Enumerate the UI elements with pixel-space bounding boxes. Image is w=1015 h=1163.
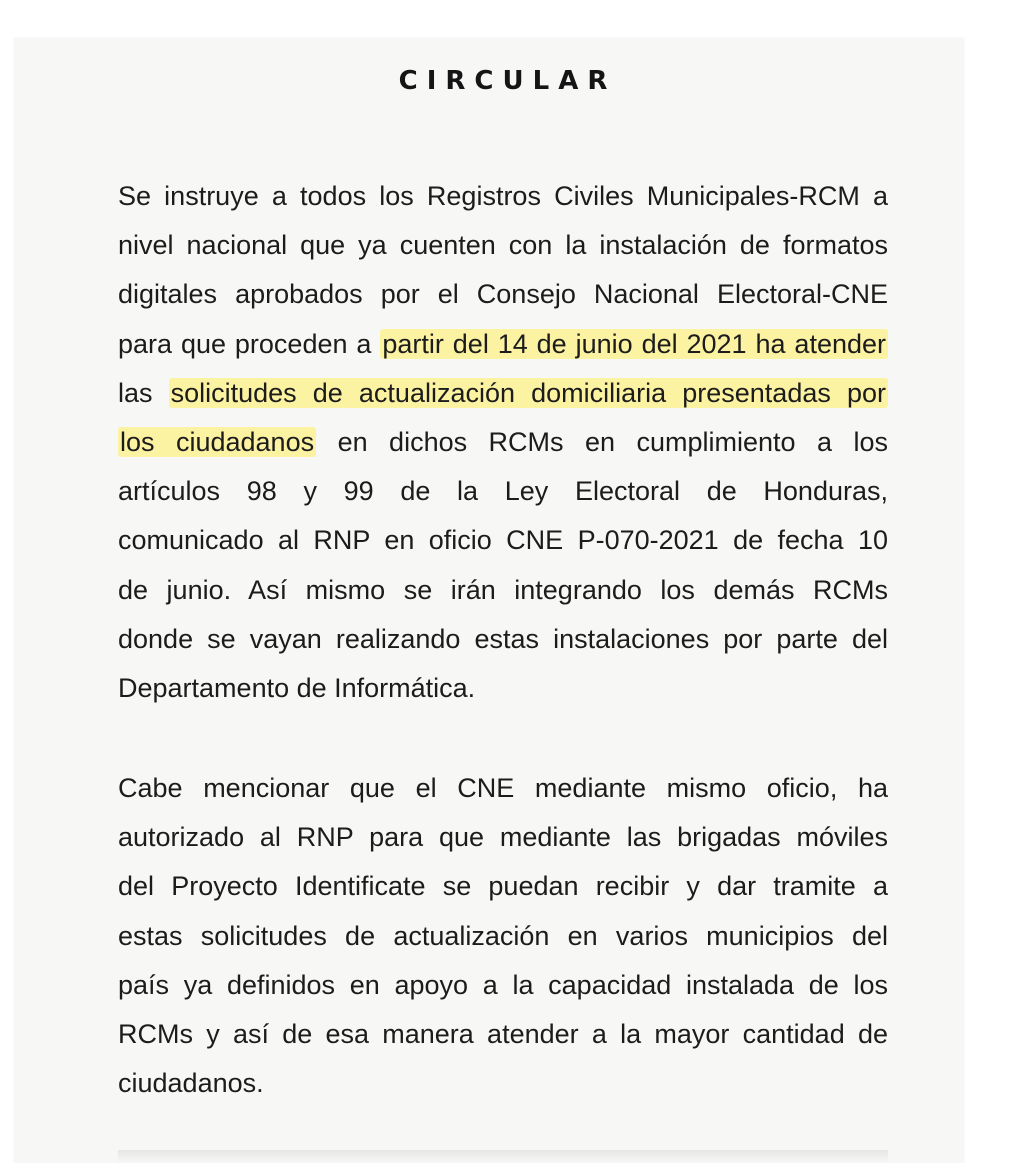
text-line: de junio. Así mismo se irán integrando los demás RCMs <box>118 574 888 605</box>
text-line <box>118 320 888 369</box>
paragraph-authorization <box>118 764 888 1108</box>
paragraph-instruction <box>118 172 888 713</box>
text-line: donde se vayan realizando estas instalaciones por parte del <box>118 623 888 654</box>
text-line: comunicado al RNP en oficio CNE P-070-2021 de fecha 10 <box>118 525 888 556</box>
text-line: autorizado al RNP para que mediante las brigadas móviles <box>118 822 888 853</box>
highlighted-text: solicitudes de actualización domiciliaria presentadas por <box>170 377 886 408</box>
text-line: artículos 98 y 99 de la Ley Electoral de Honduras, <box>118 476 888 507</box>
text-line: ciudadanos. <box>118 1068 264 1099</box>
text-line: Cabe mencionar que el CNE mediante mismo oficio, ha <box>118 773 888 803</box>
text-line: Se instruye a todos los Registros Civiles Municipales-RCM a <box>118 181 888 211</box>
text-line: digitales aprobados por el Consejo Nacional Electoral-CNE <box>118 279 888 310</box>
text-line: RCMs y así de esa manera atender a la mayor cantidad de <box>118 1018 888 1049</box>
cut-off-text-edge <box>118 1150 888 1163</box>
text-segment: para que proceden a <box>118 328 372 359</box>
text-segment: en dichos RCMs en cumplimiento a los <box>337 426 888 457</box>
text-line: estas solicitudes de actualización en varios municipios del <box>118 920 888 951</box>
text-line: nivel nacional que ya cuenten con la instalación de formatos <box>118 230 888 261</box>
highlighted-text: los ciudadanos <box>120 426 315 457</box>
text-line: del Proyecto Identificate se puedan recibir y dar tramite a <box>118 871 888 902</box>
document-title: CIRCULAR <box>398 66 617 96</box>
text-line: país ya definidos en apoyo a la capacidad instalada de los <box>118 969 888 1000</box>
text-segment: las <box>118 377 153 408</box>
text-line <box>118 369 888 418</box>
highlighted-text: partir del 14 de junio del 2021 ha atender <box>382 328 886 359</box>
text-line <box>118 418 888 467</box>
text-line: Departamento de Informática. <box>118 672 476 703</box>
